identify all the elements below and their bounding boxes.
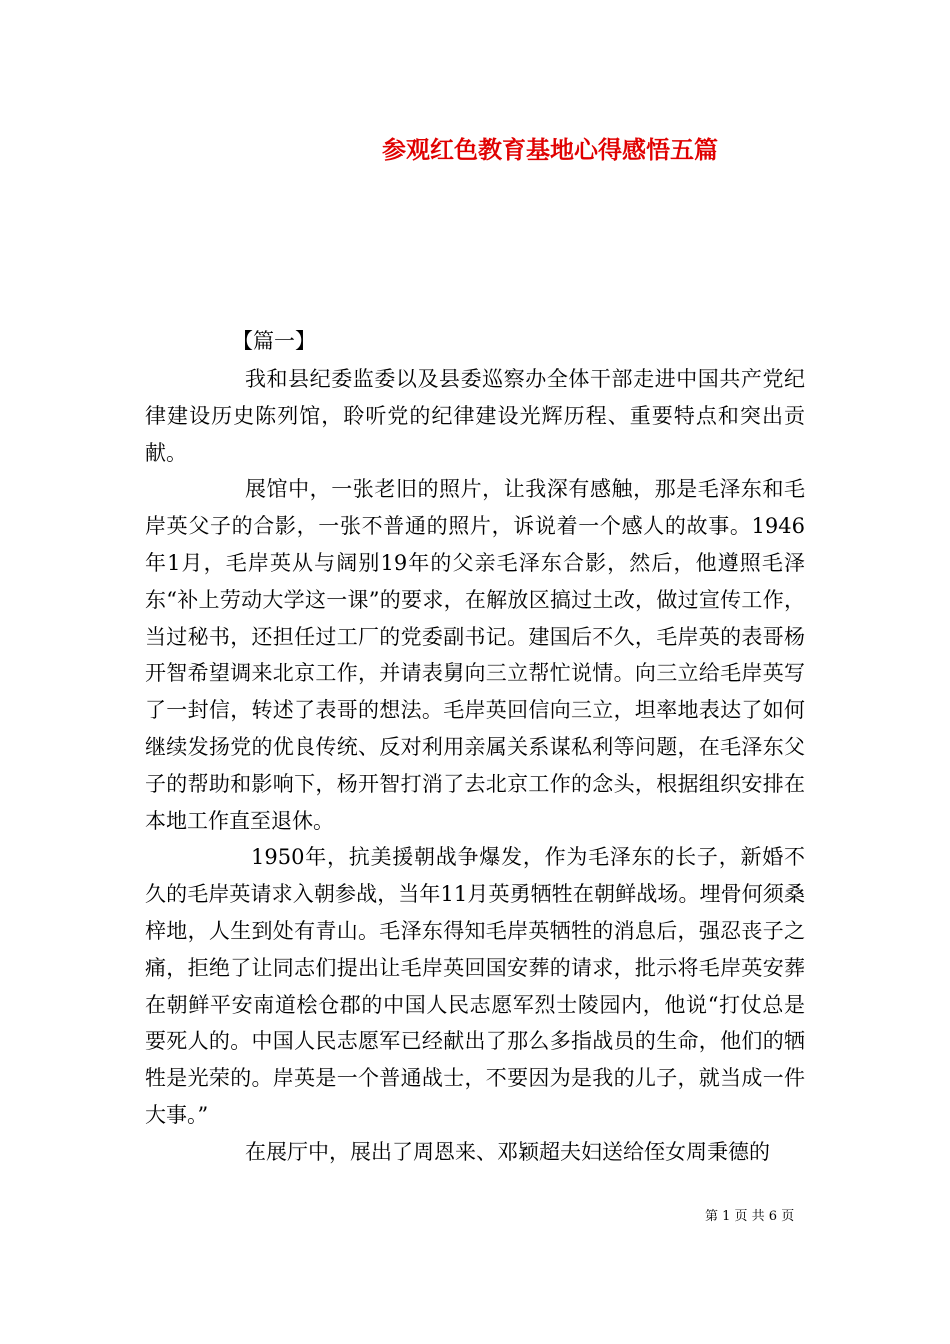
document-title: 参观红色教育基地心得感悟五篇 [382, 135, 718, 164]
section-heading: 【篇一】 [232, 329, 316, 353]
document-body [145, 361, 805, 1171]
paragraph-1: 我和县纪委监委以及县委巡察办全体干部走进中国共产党纪律建设历史陈列馆，聆听党的纪律建设光辉历程、重要特点和突出贡献。 [145, 367, 805, 465]
paragraph-4: 在展厅中，展出了周恩来、邓颖超夫妇送给侄女周秉德的 [245, 1139, 770, 1164]
paragraph-2: 展馆中，一张老旧的照片，让我深有感触，那是毛泽东和毛岸英父子的合影，一张不普通的照片，诉说着一个感人的故事。1946年1月，毛岸英从与阔别19年的父亲毛泽东合影，然后，他遵照毛泽东“补上劳动大学这一课”的要求，在解放区搞过土改，做过宣传工作，当过秘书，还担任过工厂的党委副书记。建国后不久，毛岸英的表哥杨开智希望调来北京工作，并请表舅向三立帮忙说情。向三立给毛岸英写了一封信，转述了表哥的想法。毛岸英回信向三立，坦率地表达了如何继续发扬党的优良传统、反对利用亲属关系谋私利等问题，在毛泽东父子的帮助和影响下，杨开智打消了去北京工作的念头，根据组织安排在本地工作直至退休。 [145, 477, 805, 833]
paragraph-3: 1950年，抗美援朝战争爆发，作为毛泽东的长子，新婚不久的毛岸英请求入朝参战，当年11月英勇牺牲在朝鲜战场。埋骨何须桑梓地，人生到处有青山。毛泽东得知毛岸英牺牲的消息后，强忍丧子之痛，拒绝了让同志们提出让毛岸英回国安葬的请求，批示将毛岸英安葬在朝鲜平安南道桧仓郡的中国人民志愿军烈士陵园内，他说“打仗总是要死人的。中国人民志愿军已经献出了那么多指战员的生命，他们的牺牲是光荣的。岸英是一个普通战士，不要因为是我的儿子，就当成一件大事。” [145, 845, 805, 1127]
page-number-footer: 第 1 页 共 6 页 [705, 1209, 795, 1224]
